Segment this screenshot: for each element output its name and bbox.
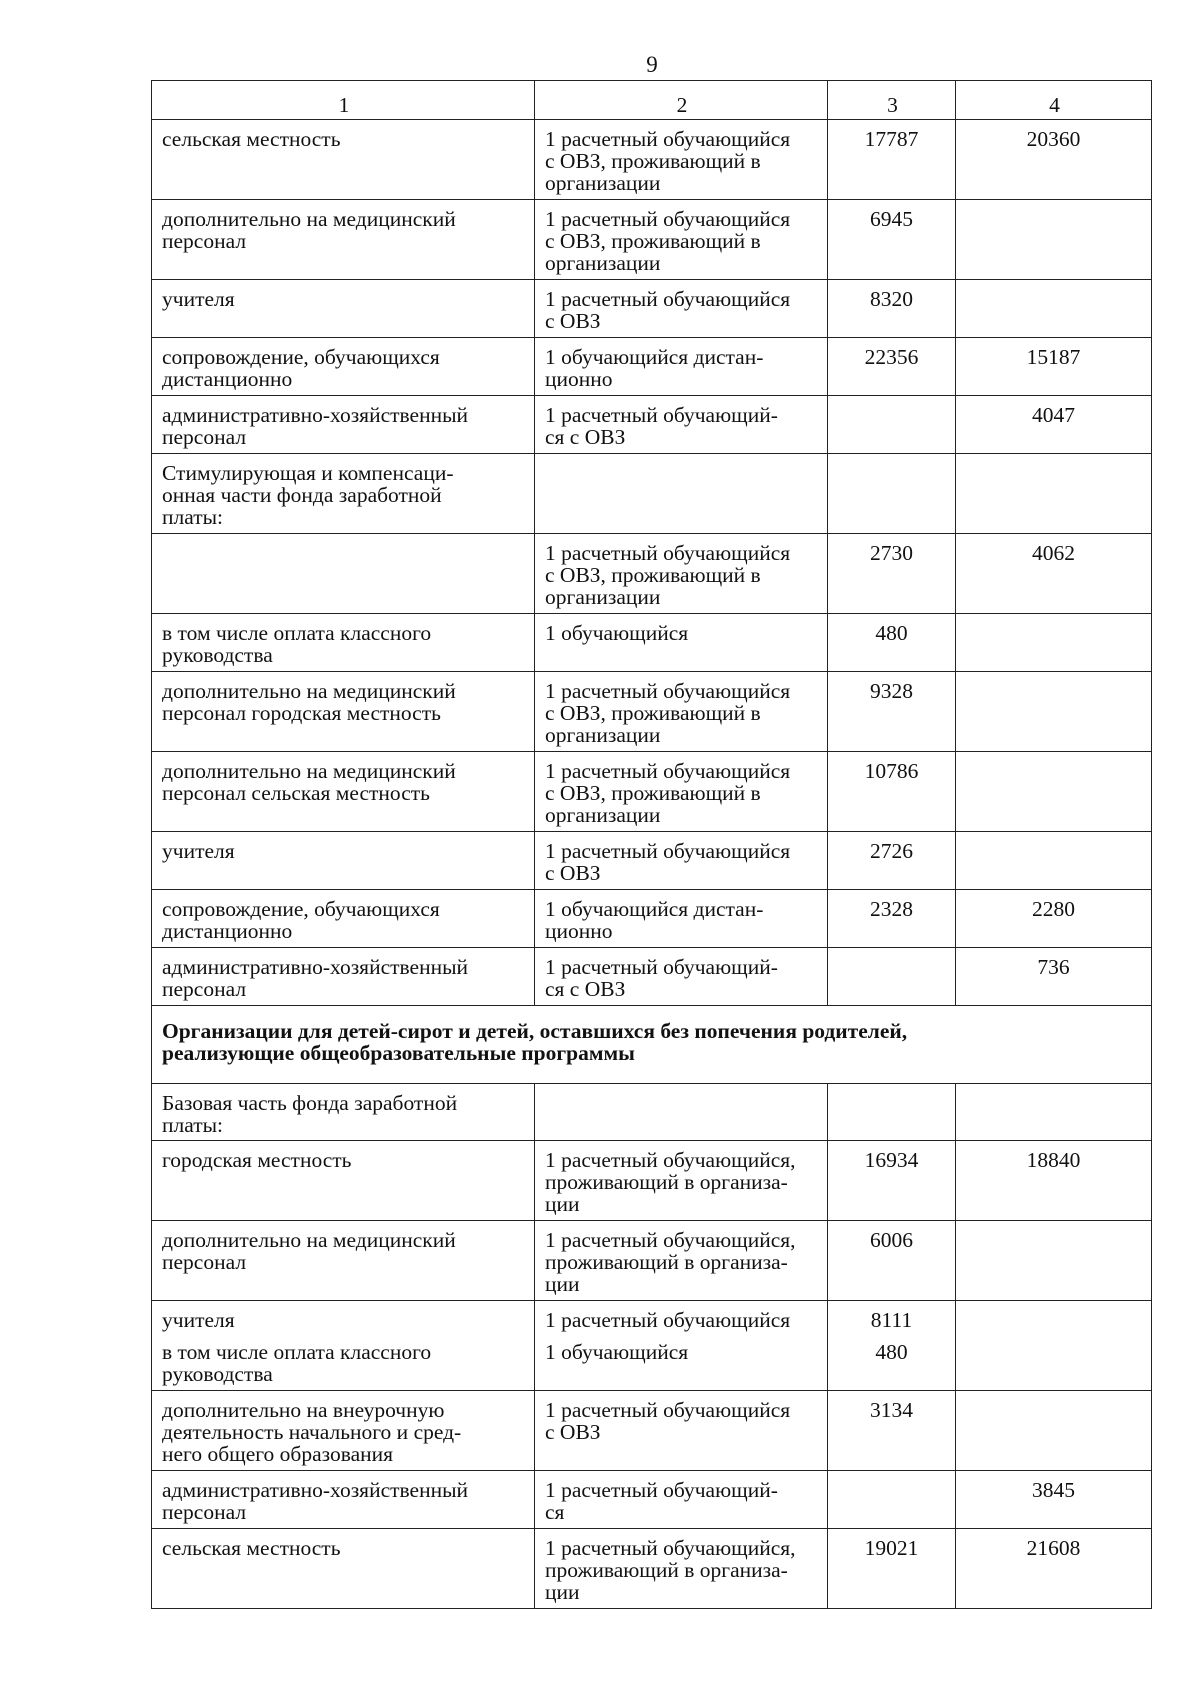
cell-value-4: 4062 — [956, 534, 1152, 614]
cell-unit: 1 расчетный обучающий- ся — [535, 1471, 828, 1529]
cell-value-3: 10786 — [828, 752, 956, 832]
cell-value-3: 480 — [828, 614, 956, 672]
table-row — [152, 1141, 1152, 1221]
cell-value-4 — [956, 614, 1152, 672]
cell-value-3: 16934 — [828, 1141, 956, 1221]
table-row — [152, 890, 1152, 948]
cell-category: учителя — [152, 832, 535, 890]
cell-category: городская местность — [152, 1141, 535, 1221]
cell-value-4 — [956, 280, 1152, 338]
cell-value-4 — [956, 1335, 1152, 1391]
cell-value-3 — [828, 948, 956, 1006]
cell-category: учителя — [152, 1301, 535, 1335]
cell-unit: 1 расчетный обучающийся, проживающий в организа- ции — [535, 1529, 828, 1609]
cell-value-4: 3845 — [956, 1471, 1152, 1529]
cell-category: в том числе оплата классного руководства — [152, 614, 535, 672]
cell-unit: 1 обучающийся — [535, 1335, 828, 1391]
cell-value-3: 6006 — [828, 1221, 956, 1301]
cell-value-4 — [956, 1221, 1152, 1301]
cell-unit: 1 расчетный обучающийся с ОВЗ, проживающий в организации — [535, 752, 828, 832]
cell-category: административно-хозяйственный персонал — [152, 1471, 535, 1529]
cell-value-3: 2328 — [828, 890, 956, 948]
cell-value-3 — [828, 1084, 956, 1141]
table-row — [152, 1084, 1152, 1141]
cell-value-3 — [828, 454, 956, 534]
cell-unit: 1 расчетный обучающийся с ОВЗ, проживающий в организации — [535, 534, 828, 614]
cell-unit: 1 обучающийся — [535, 614, 828, 672]
cell-value-4 — [956, 200, 1152, 280]
cell-value-3 — [828, 396, 956, 454]
cell-category: сельская местность — [152, 120, 535, 200]
cell-value-4: 15187 — [956, 338, 1152, 396]
cell-unit: 1 расчетный обучающийся, проживающий в организа- ции — [535, 1221, 828, 1301]
cell-unit: 1 расчетный обучающий- ся с ОВЗ — [535, 396, 828, 454]
cell-unit: 1 обучающийся дистан- ционно — [535, 890, 828, 948]
table-row — [152, 396, 1152, 454]
cell-unit: 1 расчетный обучающийся с ОВЗ, проживающий в организации — [535, 672, 828, 752]
cell-value-4 — [956, 454, 1152, 534]
cell-value-3: 19021 — [828, 1529, 956, 1609]
cell-value-3: 2730 — [828, 534, 956, 614]
table-header-row — [152, 81, 1152, 120]
table-row — [152, 1335, 1152, 1391]
cell-category: Базовая часть фонда заработной платы: — [152, 1084, 535, 1141]
table-row — [152, 200, 1152, 280]
cell-category: административно-хозяйственный персонал — [152, 396, 535, 454]
cell-category: Стимулирующая и компенсаци- онная части фонда заработной платы: — [152, 454, 535, 534]
cell-category: дополнительно на медицинский персонал городская местность — [152, 672, 535, 752]
cell-unit: 1 расчетный обучающийся с ОВЗ — [535, 832, 828, 890]
cell-value-4: 4047 — [956, 396, 1152, 454]
cell-category: сопровождение, обучающихся дистанционно — [152, 338, 535, 396]
cell-value-4 — [956, 1084, 1152, 1141]
cell-category: дополнительно на медицинский персонал — [152, 200, 535, 280]
table-row — [152, 1301, 1152, 1335]
cell-category: сопровождение, обучающихся дистанционно — [152, 890, 535, 948]
cell-value-3: 2726 — [828, 832, 956, 890]
cell-unit: 1 расчетный обучающийся, проживающий в организа- ции — [535, 1141, 828, 1221]
cell-value-3: 9328 — [828, 672, 956, 752]
table-row — [152, 534, 1152, 614]
cell-category: в том числе оплата классного руководства — [152, 1335, 535, 1391]
table-row — [152, 1529, 1152, 1609]
cell-value-4: 18840 — [956, 1141, 1152, 1221]
table-row — [152, 1221, 1152, 1301]
cell-value-4 — [956, 1391, 1152, 1471]
cell-value-3: 8320 — [828, 280, 956, 338]
cell-value-3: 6945 — [828, 200, 956, 280]
table-row — [152, 280, 1152, 338]
cell-value-4 — [956, 672, 1152, 752]
cell-category: учителя — [152, 280, 535, 338]
cell-category: дополнительно на медицинский персонал — [152, 1221, 535, 1301]
cell-value-4 — [956, 832, 1152, 890]
page-number: 9 — [646, 52, 658, 77]
norms-table — [151, 80, 1152, 1609]
cell-value-4: 736 — [956, 948, 1152, 1006]
cell-unit — [535, 454, 828, 534]
cell-unit: 1 расчетный обучающийся с ОВЗ — [535, 280, 828, 338]
cell-value-3: 22356 — [828, 338, 956, 396]
column-header-3: 3 — [828, 81, 956, 120]
cell-value-4: 21608 — [956, 1529, 1152, 1609]
cell-value-3: 3134 — [828, 1391, 956, 1471]
cell-value-4 — [956, 1301, 1152, 1335]
cell-value-3: 17787 — [828, 120, 956, 200]
table-row — [152, 454, 1152, 534]
cell-category: сельская местность — [152, 1529, 535, 1609]
table-row — [152, 1471, 1152, 1529]
table-row — [152, 948, 1152, 1006]
cell-value-4 — [956, 752, 1152, 832]
section-heading-row — [152, 1006, 1152, 1084]
cell-unit: 1 расчетный обучающийся с ОВЗ — [535, 1391, 828, 1471]
cell-unit: 1 расчетный обучающийся с ОВЗ, проживающий в организации — [535, 200, 828, 280]
table-row — [152, 614, 1152, 672]
table-row — [152, 832, 1152, 890]
cell-value-3: 480 — [828, 1335, 956, 1391]
cell-unit: 1 расчетный обучающий- ся с ОВЗ — [535, 948, 828, 1006]
table-row — [152, 338, 1152, 396]
cell-unit: 1 расчетный обучающийся с ОВЗ, проживающий в организации — [535, 120, 828, 200]
cell-category: административно-хозяйственный персонал — [152, 948, 535, 1006]
table-row — [152, 752, 1152, 832]
table-row — [152, 672, 1152, 752]
cell-value-3: 8111 — [828, 1301, 956, 1335]
cell-category: дополнительно на внеурочную деятельность начального и сред- него общего образования — [152, 1391, 535, 1471]
cell-value-4: 20360 — [956, 120, 1152, 200]
section-title: Организации для детей-сирот и детей, оставшихся без попечения родителей, реализующие общеобразовательные программы — [152, 1006, 1152, 1084]
table-row — [152, 1391, 1152, 1471]
column-header-1: 1 — [152, 81, 535, 120]
cell-value-3 — [828, 1471, 956, 1529]
column-header-4: 4 — [956, 81, 1152, 120]
cell-category — [152, 534, 535, 614]
table-row — [152, 120, 1152, 200]
cell-category: дополнительно на медицинский персонал сельская местность — [152, 752, 535, 832]
column-header-2: 2 — [535, 81, 828, 120]
cell-unit — [535, 1084, 828, 1141]
cell-unit: 1 обучающийся дистан- ционно — [535, 338, 828, 396]
cell-unit: 1 расчетный обучающийся — [535, 1301, 828, 1335]
cell-value-4: 2280 — [956, 890, 1152, 948]
